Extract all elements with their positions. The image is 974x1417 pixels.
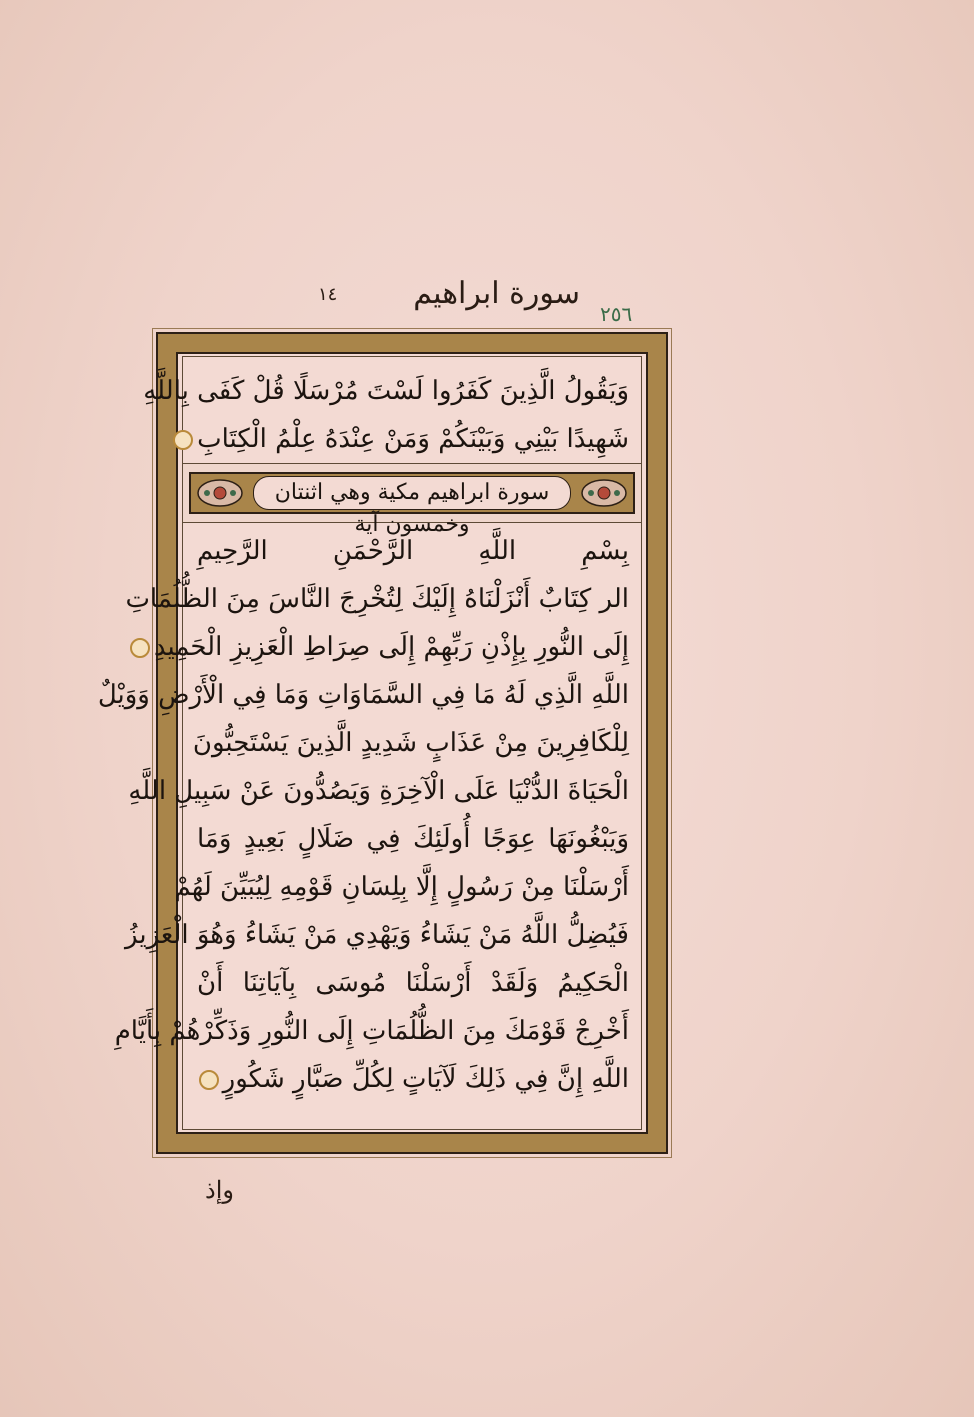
text-area bbox=[97, 356, 642, 1130]
surah-header-title: سورة ابراهيم bbox=[413, 276, 580, 311]
verse-line: الْحَيَاةَ الدُّنْيَا عَلَى الْآخِرَةِ وَيَصُدُّونَ عَنْ سَبِيلِ اللَّهِ bbox=[128, 776, 629, 806]
verse-marker-icon bbox=[173, 430, 193, 450]
verse-line: الر كِتَابٌ أَنْزَلْنَاهُ إِلَيْكَ لِتُخْرِجَ النَّاسَ مِنَ الظُّلُمَاتِ bbox=[125, 584, 629, 614]
surah-band-title: سورة ابراهيم مكية وهي اثنتان وخمسون آية bbox=[274, 480, 550, 537]
band-cartouche bbox=[253, 476, 571, 537]
verse-line: اللَّهِ إِنَّ فِي ذَلِكَ لَآيَاتٍ لِكُلِّ صَبَّارٍ شَكُورٍ bbox=[197, 1057, 629, 1101]
verse-line: أَخْرِجْ قَوْمَكَ مِنَ الظُّلُمَاتِ إِلَى النُّورِ وَذَكِّرْهُمْ بِأَيَّامِ bbox=[114, 1016, 629, 1046]
verse-line: وَيَقُولُ الَّذِينَ كَفَرُوا لَسْتَ مُرْسَلًا قُلْ كَفَى بِاللَّهِ bbox=[143, 376, 629, 406]
page-number: ٢٥٦ bbox=[600, 302, 633, 326]
surah-number-label: ١٤ bbox=[318, 284, 338, 305]
verse-line: شَهِيدًا بَيْنِي وَبَيْنَكُمْ وَمَنْ عِنْدَهُ عِلْمُ الْكِتَابِ bbox=[197, 417, 629, 461]
verse-line: أَرْسَلْنَا مِنْ رَسُولٍ إِلَّا بِلِسَانِ قَوْمِهِ لِيُبَيِّنَ لَهُمْ bbox=[174, 872, 629, 902]
floral-ornament-icon bbox=[579, 476, 629, 510]
verse-marker-icon bbox=[130, 638, 150, 658]
catchword: وإذ bbox=[205, 1176, 234, 1204]
verse-line: اللَّهِ الَّذِي لَهُ مَا فِي السَّمَاوَاتِ وَمَا فِي الْأَرْضِ وَوَيْلٌ bbox=[97, 680, 629, 710]
verse-line: لِلْكَافِرِينَ مِنْ عَذَابٍ شَدِيدٍ الَّذِينَ يَسْتَحِبُّونَ bbox=[192, 728, 629, 758]
verse-line: فَيُضِلُّ اللَّهُ مَنْ يَشَاءُ وَيَهْدِي مَنْ يَشَاءُ وَهُوَ الْعَزِيزُ bbox=[124, 920, 629, 950]
floral-ornament-icon bbox=[195, 476, 245, 510]
page-header bbox=[300, 276, 680, 326]
verse-marker-icon bbox=[199, 1070, 219, 1090]
verse-line: الْحَكِيمُ وَلَقَدْ أَرْسَلْنَا مُوسَى بِآيَاتِنَا أَنْ bbox=[197, 968, 629, 998]
verse-line: إِلَى النُّورِ بِإِذْنِ رَبِّهِمْ إِلَى صِرَاطِ الْعَزِيزِ الْحَمِيدِ bbox=[197, 625, 629, 669]
verse-line: بِسْمِ اللَّهِ الرَّحْمَنِ الرَّحِيمِ bbox=[197, 536, 629, 566]
band-bar bbox=[189, 472, 635, 537]
surah-header-band bbox=[183, 463, 641, 537]
verse-line: وَيَبْغُونَهَا عِوَجًا أُولَئِكَ فِي ضَلَالٍ بَعِيدٍ وَمَا bbox=[197, 824, 629, 854]
